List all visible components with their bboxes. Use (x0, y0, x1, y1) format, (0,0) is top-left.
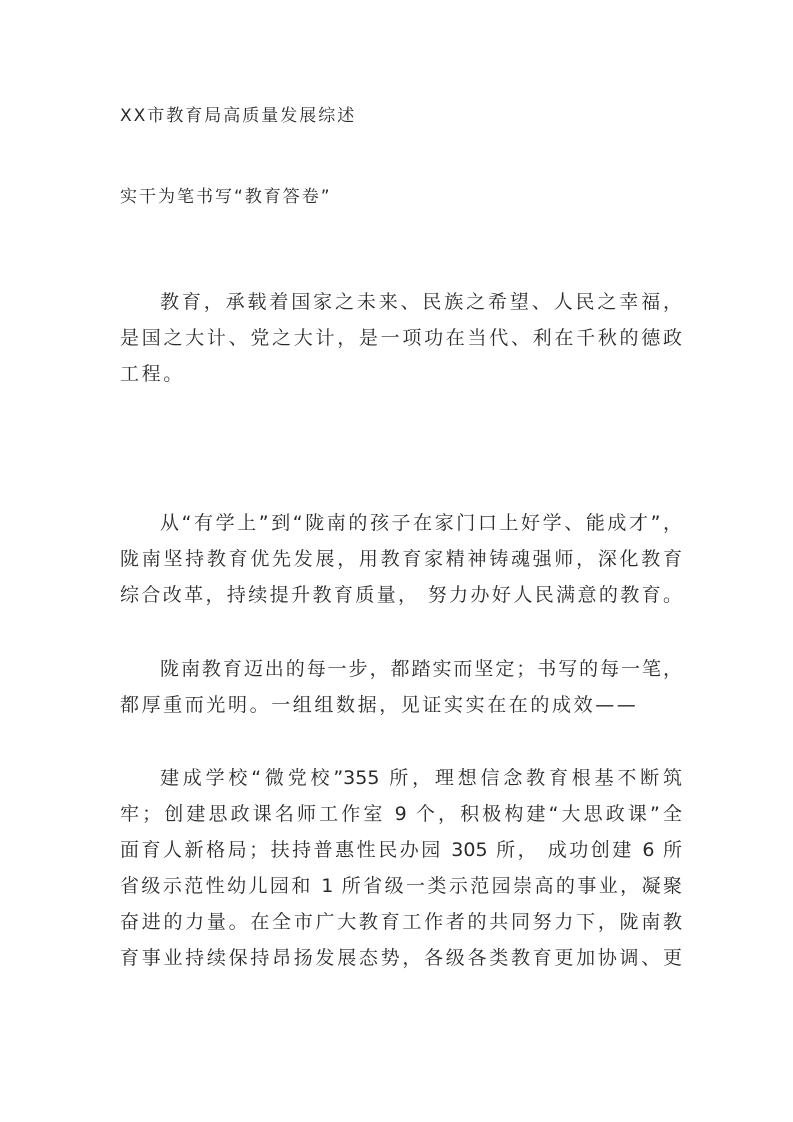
paragraph-2 (120, 505, 682, 613)
paragraph-line: 工程。 (120, 363, 185, 385)
paragraph-line: 从“有学上”到“陇南的孩子在家门口上好学、能成才”， (160, 512, 682, 534)
paragraph-line: 建成学校“微党校”355 所，理想信念教育根基不断筑 (160, 767, 682, 789)
document-subtitle: 实干为笔书写“教育答卷” (120, 187, 332, 207)
paragraph-line: 奋进的力量。在全市广大教育工作者的共同努力下，陇南教 (120, 911, 682, 933)
paragraph-line: 省级示范性幼儿园和 1 所省级一类示范园崇高的事业，凝聚 (120, 875, 682, 897)
paragraph-line: 教育，承载着国家之未来、民族之希望、人民之幸福， (160, 291, 682, 313)
paragraph-line: 陇南教育迈出的每一步，都踏实而坚定；书写的每一笔， (160, 658, 682, 680)
document-title: XX市教育局高质量发展综述 (120, 106, 357, 126)
paragraph-4 (120, 760, 682, 976)
paragraph-line: 陇南坚持教育优先发展，用教育家精神铸魂强师，深化教育 (120, 548, 682, 570)
paragraph-line: 是国之大计、党之大计，是一项功在当代、利在千秋的德政 (120, 327, 682, 349)
paragraph-1 (120, 284, 682, 392)
paragraph-line: 综合改革，持续提升教育质量， 努力办好人民满意的教育。 (120, 584, 682, 606)
paragraph-line: 育事业持续保持昂扬发展态势，各级各类教育更加协调、更 (120, 947, 682, 969)
paragraph-3 (120, 651, 682, 723)
paragraph-line: 面育人新格局；扶持普惠性民办园 305 所， 成功创建 6 所 (120, 839, 682, 861)
paragraph-line: 牢；创建思政课名师工作室 9 个，积极构建“大思政课”全 (120, 803, 682, 825)
paragraph-line: 都厚重而光明。一组组数据，见证实实在在的成效—— (120, 694, 639, 716)
